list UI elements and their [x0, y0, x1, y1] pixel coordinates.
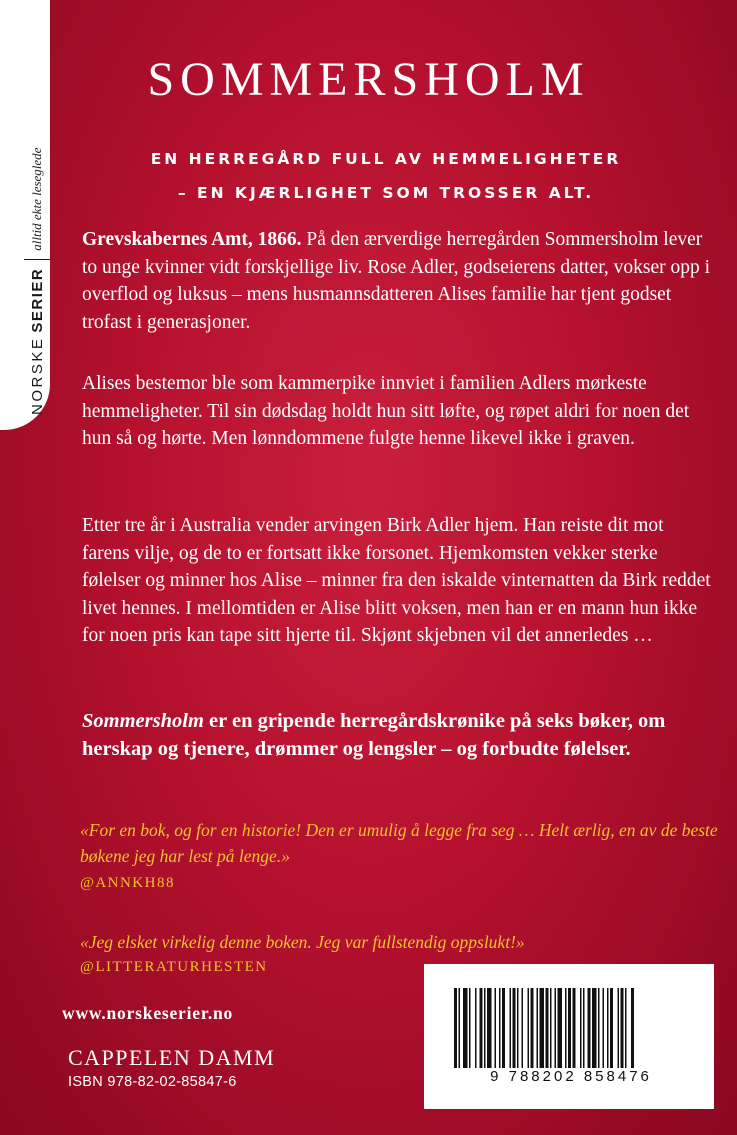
spine-slogan: alltid ekte leseglede [29, 147, 44, 251]
tagline-2: – EN KJÆRLIGHET SOM TROSSER ALT. [177, 184, 595, 202]
barcode-bar [480, 988, 483, 1068]
barcode-number: 9 788202 858476 [490, 1068, 652, 1085]
barcode-bar [459, 988, 461, 1068]
barcode-bar [537, 988, 539, 1068]
review-handle-1: @ANNKH88 [80, 875, 175, 891]
barcode-bar [625, 988, 627, 1068]
blurb-paragraph-3: Etter tre år i Australia vender arvingen Birk Adler hjem. Han reiste dit mot farens vilje, og de to er fortsatt ikke forsonet. Hjemkomsten vekker sterke følelser og minner hos Alise – minner fra den iskalde vinternatten da Birk reddet livet hennes. I mellomtiden er Alise blitt voksen, men han er en mann hun ikke for noen pris kan tape sitt hjerte til. Skjønt skjebnen vil det annerledes … [82, 515, 711, 647]
blurb-summary-body: er en gripende herregårdskrønike på seks bøker, om herskap og tjenere, drømmer og lengsler – og forbudte følelser. [82, 710, 666, 760]
barcode-bar [487, 988, 492, 1068]
blurb-paragraph-1 [82, 226, 712, 336]
barcode-bar [621, 988, 624, 1068]
barcode-bar [598, 988, 600, 1068]
review-handle-2: @LITTERATURHESTEN [80, 959, 268, 975]
barcode-bar [592, 988, 597, 1068]
spine-divider [24, 259, 50, 260]
publisher-logo: CAPPELEN DAMM [68, 1045, 276, 1070]
spine-brand [24, 148, 50, 415]
barcode-bar [531, 988, 534, 1068]
barcode-bar [510, 988, 512, 1068]
blurb-summary-title: Sommersholm [82, 710, 204, 732]
barcode-bar [603, 988, 605, 1068]
isbn-text: ISBN 978-82-02-85847-6 [68, 1074, 237, 1090]
barcode-bar [555, 988, 557, 1068]
barcode-bar [607, 988, 609, 1068]
barcode-bar [631, 988, 634, 1068]
barcode-bar [610, 988, 613, 1068]
barcode-bar [513, 988, 516, 1068]
tagline-1: EN HERREGÅRD FULL AV HEMMELIGHETER [150, 150, 622, 168]
spine-brand-serier: SERIER [28, 267, 46, 333]
barcode-bar [618, 988, 620, 1068]
barcode-bar [583, 988, 585, 1068]
barcode-bar [522, 988, 524, 1068]
barcode-bar [540, 988, 545, 1068]
blurb-paragraph-1-body: På den ærverdige herregården Sommersholm lever to unge kvinner vidt forskjellige liv. Rose Adler, godseierens datter, vokser opp i overflod og luksus – mens husmannsdatteren Alises familie har tjent godset trofast i generasjoner. [82, 229, 711, 333]
barcode-bar [528, 988, 530, 1068]
barcode-bar [463, 988, 468, 1068]
book-title: SOMMERSHOLM [147, 53, 590, 106]
blurb-lead: Grevskabernes Amt, 1866. [82, 229, 302, 250]
barcode-bar [588, 988, 591, 1068]
website-link[interactable]: www.norskeserier.no [62, 1003, 234, 1023]
barcode-bar [568, 988, 571, 1068]
barcode-bar [546, 988, 549, 1068]
barcode-bar [499, 988, 501, 1068]
barcode-bar [502, 988, 505, 1068]
review-quote-1: «For en bok, og for en historie! Den er umulig å legge fra seg … Helt ærlig, en av de beste bøkene jeg har lest på lenge.» [80, 820, 718, 866]
barcode-bar [454, 988, 457, 1068]
barcode-bar [469, 988, 471, 1068]
barcode-bar [495, 988, 497, 1068]
blurb-summary [82, 708, 712, 763]
barcode-bar [550, 988, 552, 1068]
review-quote-2: «Jeg elsket virkelig denne boken. Jeg var fullstendig oppslukt!» [80, 932, 525, 952]
barcode-bar [484, 988, 486, 1068]
barcode-bar [558, 988, 563, 1068]
barcode-bar [565, 988, 567, 1068]
barcode-bar [475, 988, 477, 1068]
spine-brand-norske: NORSKE [28, 336, 46, 415]
barcode-bar [517, 988, 519, 1068]
barcode-bars [454, 988, 684, 1068]
barcode-bar [573, 988, 576, 1068]
barcode [424, 964, 714, 1109]
blurb-paragraph-2: Alises bestemor ble som kammerpike innviet i familien Adlers mørkeste hemmeligheter. Til sin dødsdag holdt hun sitt løfte, og røpet aldri for noen det hun så og hørte. Men lønndommene fulgte henne likevel ikke i graven. [82, 373, 690, 450]
barcode-bar [580, 988, 582, 1068]
